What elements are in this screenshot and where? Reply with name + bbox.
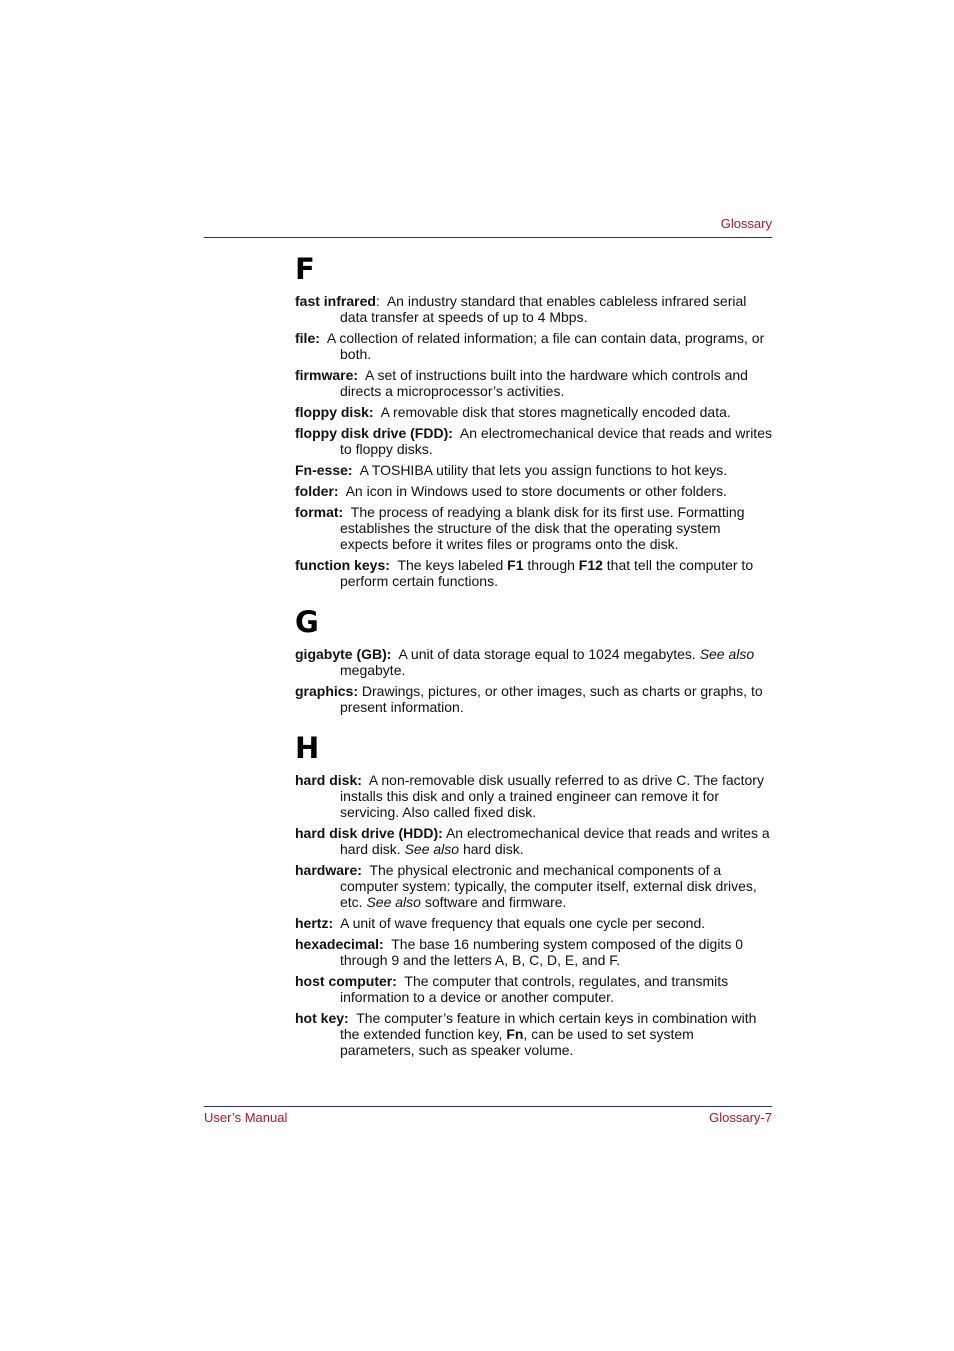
glossary-entry (295, 330, 772, 362)
glossary-term: file: (295, 330, 320, 346)
definition-text: A collection of related information; a file can contain data, programs, or both. (326, 330, 765, 362)
definition-text: A removable disk that stores magnetically encoded data. (380, 404, 731, 420)
glossary-entry (295, 772, 772, 820)
definition-text: megabyte. (340, 662, 406, 678)
glossary-entry (295, 683, 772, 715)
glossary-term: function keys: (295, 557, 390, 573)
definition-text: An industry standard that enables cableless infrared serial data transfer at speeds of up to 4 Mbps. (340, 293, 747, 325)
glossary-entry (295, 293, 772, 325)
definition-text: An electromechanical device that reads and writes a hard disk. (340, 825, 770, 857)
glossary-entry (295, 404, 772, 420)
glossary-term: fast infrared (295, 293, 376, 309)
running-header: Glossary (720, 216, 772, 231)
section-letter: F (295, 252, 315, 286)
glossary-section (295, 252, 772, 589)
footer-manual-title: User’s Manual (204, 1110, 288, 1125)
glossary-entry (295, 973, 772, 1005)
definition-text: The physical electronic and mechanical components of a computer system: typically, the computer itself, external disk drives, etc. (340, 862, 757, 910)
definition-text: A unit of wave frequency that equals one cycle per second. (340, 915, 706, 931)
definition-text: Drawings, pictures, or other images, such as charts or graphs, to present information. (340, 683, 763, 715)
definition-text: , can be used to set system parameters, such as speaker volume. (340, 1026, 694, 1058)
definition-text: The keys labeled (397, 557, 508, 573)
glossary-term: gigabyte (GB): (295, 646, 392, 662)
glossary-term: graphics: (295, 683, 359, 699)
glossary-entry (295, 915, 772, 931)
glossary-term: hexadecimal: (295, 936, 384, 952)
definition-text: The process of readying a blank disk for its first use. Formatting establishes the structure of the disk that the operating system expects before it writes files or programs onto the disk. (340, 504, 745, 552)
definition-text: The computer that controls, regulates, and transmits information to a device or another computer. (340, 973, 729, 1005)
glossary-term: hertz: (295, 915, 334, 931)
term-separator (320, 330, 327, 346)
section-letter: G (295, 605, 319, 639)
glossary-entry (295, 1010, 772, 1058)
glossary-entry (295, 825, 772, 857)
term-separator: : (375, 293, 387, 309)
section-letter: H (295, 731, 320, 765)
definition-text: hard disk. (459, 841, 524, 857)
page-number: Glossary-7 (709, 1110, 772, 1125)
definition-text: The base 16 numbering system composed of the digits 0 through 9 and the letters A, B, C, D, E, and F. (340, 936, 743, 968)
definition-text: through (523, 557, 579, 573)
bold-key-text: F12 (578, 557, 603, 573)
definition-text: software and firmware. (420, 894, 567, 910)
term-separator (339, 483, 346, 499)
glossary-entry (295, 646, 772, 678)
definition-text: A non-removable disk usually referred to as drive C. The factory installs this disk and only a trained engineer can remove it for servicing. Also called fixed disk. (340, 772, 764, 820)
footer-rule (204, 1106, 772, 1107)
glossary-term: floppy disk drive (FDD): (295, 425, 453, 441)
term-separator (362, 772, 369, 788)
header-rule (204, 237, 772, 238)
term-separator (343, 504, 351, 520)
definition-text: that tell the computer to perform certain functions. (340, 557, 754, 589)
bold-key-text: F1 (507, 557, 524, 573)
glossary-entry (295, 936, 772, 968)
glossary-entry (295, 483, 772, 499)
bold-key-text: Fn (506, 1026, 524, 1042)
glossary-term: floppy disk: (295, 404, 374, 420)
definition-text: A set of instructions built into the hardware which controls and directs a microprocessor’s activities. (340, 367, 748, 399)
definition-text: An electromechanical device that reads and writes to floppy disks. (340, 425, 772, 457)
italic-reference: See also (366, 894, 421, 910)
glossary-content (295, 252, 772, 1063)
italic-reference: See also (699, 646, 755, 662)
glossary-entry (295, 557, 772, 589)
definition-text: An icon in Windows used to store documents or other folders. (345, 483, 727, 499)
glossary-term: format: (295, 504, 344, 520)
glossary-term: hard disk: (295, 772, 362, 788)
glossary-term: firmware: (295, 367, 359, 383)
glossary-term: hot key: (295, 1010, 349, 1026)
glossary-section (295, 605, 772, 715)
glossary-entry (295, 462, 772, 478)
term-separator (453, 425, 460, 441)
glossary-entry (295, 367, 772, 399)
glossary-term: hard disk drive (HDD): (295, 825, 443, 841)
term-separator (374, 404, 381, 420)
term-separator (353, 462, 360, 478)
definition-text: A TOSHIBA utility that lets you assign functions to hot keys. (359, 462, 728, 478)
glossary-entry (295, 504, 772, 552)
glossary-entry (295, 425, 772, 457)
glossary-term: folder: (295, 483, 339, 499)
glossary-section (295, 731, 772, 1058)
term-separator (358, 367, 365, 383)
italic-reference: See also (404, 841, 460, 857)
glossary-term: host computer: (295, 973, 397, 989)
glossary-entry (295, 862, 772, 910)
glossary-term: Fn-esse: (295, 462, 353, 478)
definition-text: A unit of data storage equal to 1024 megabytes. (398, 646, 700, 662)
glossary-term: hardware: (295, 862, 362, 878)
definition-text: The computer’s feature in which certain keys in combination with the extended function key, (340, 1010, 757, 1042)
